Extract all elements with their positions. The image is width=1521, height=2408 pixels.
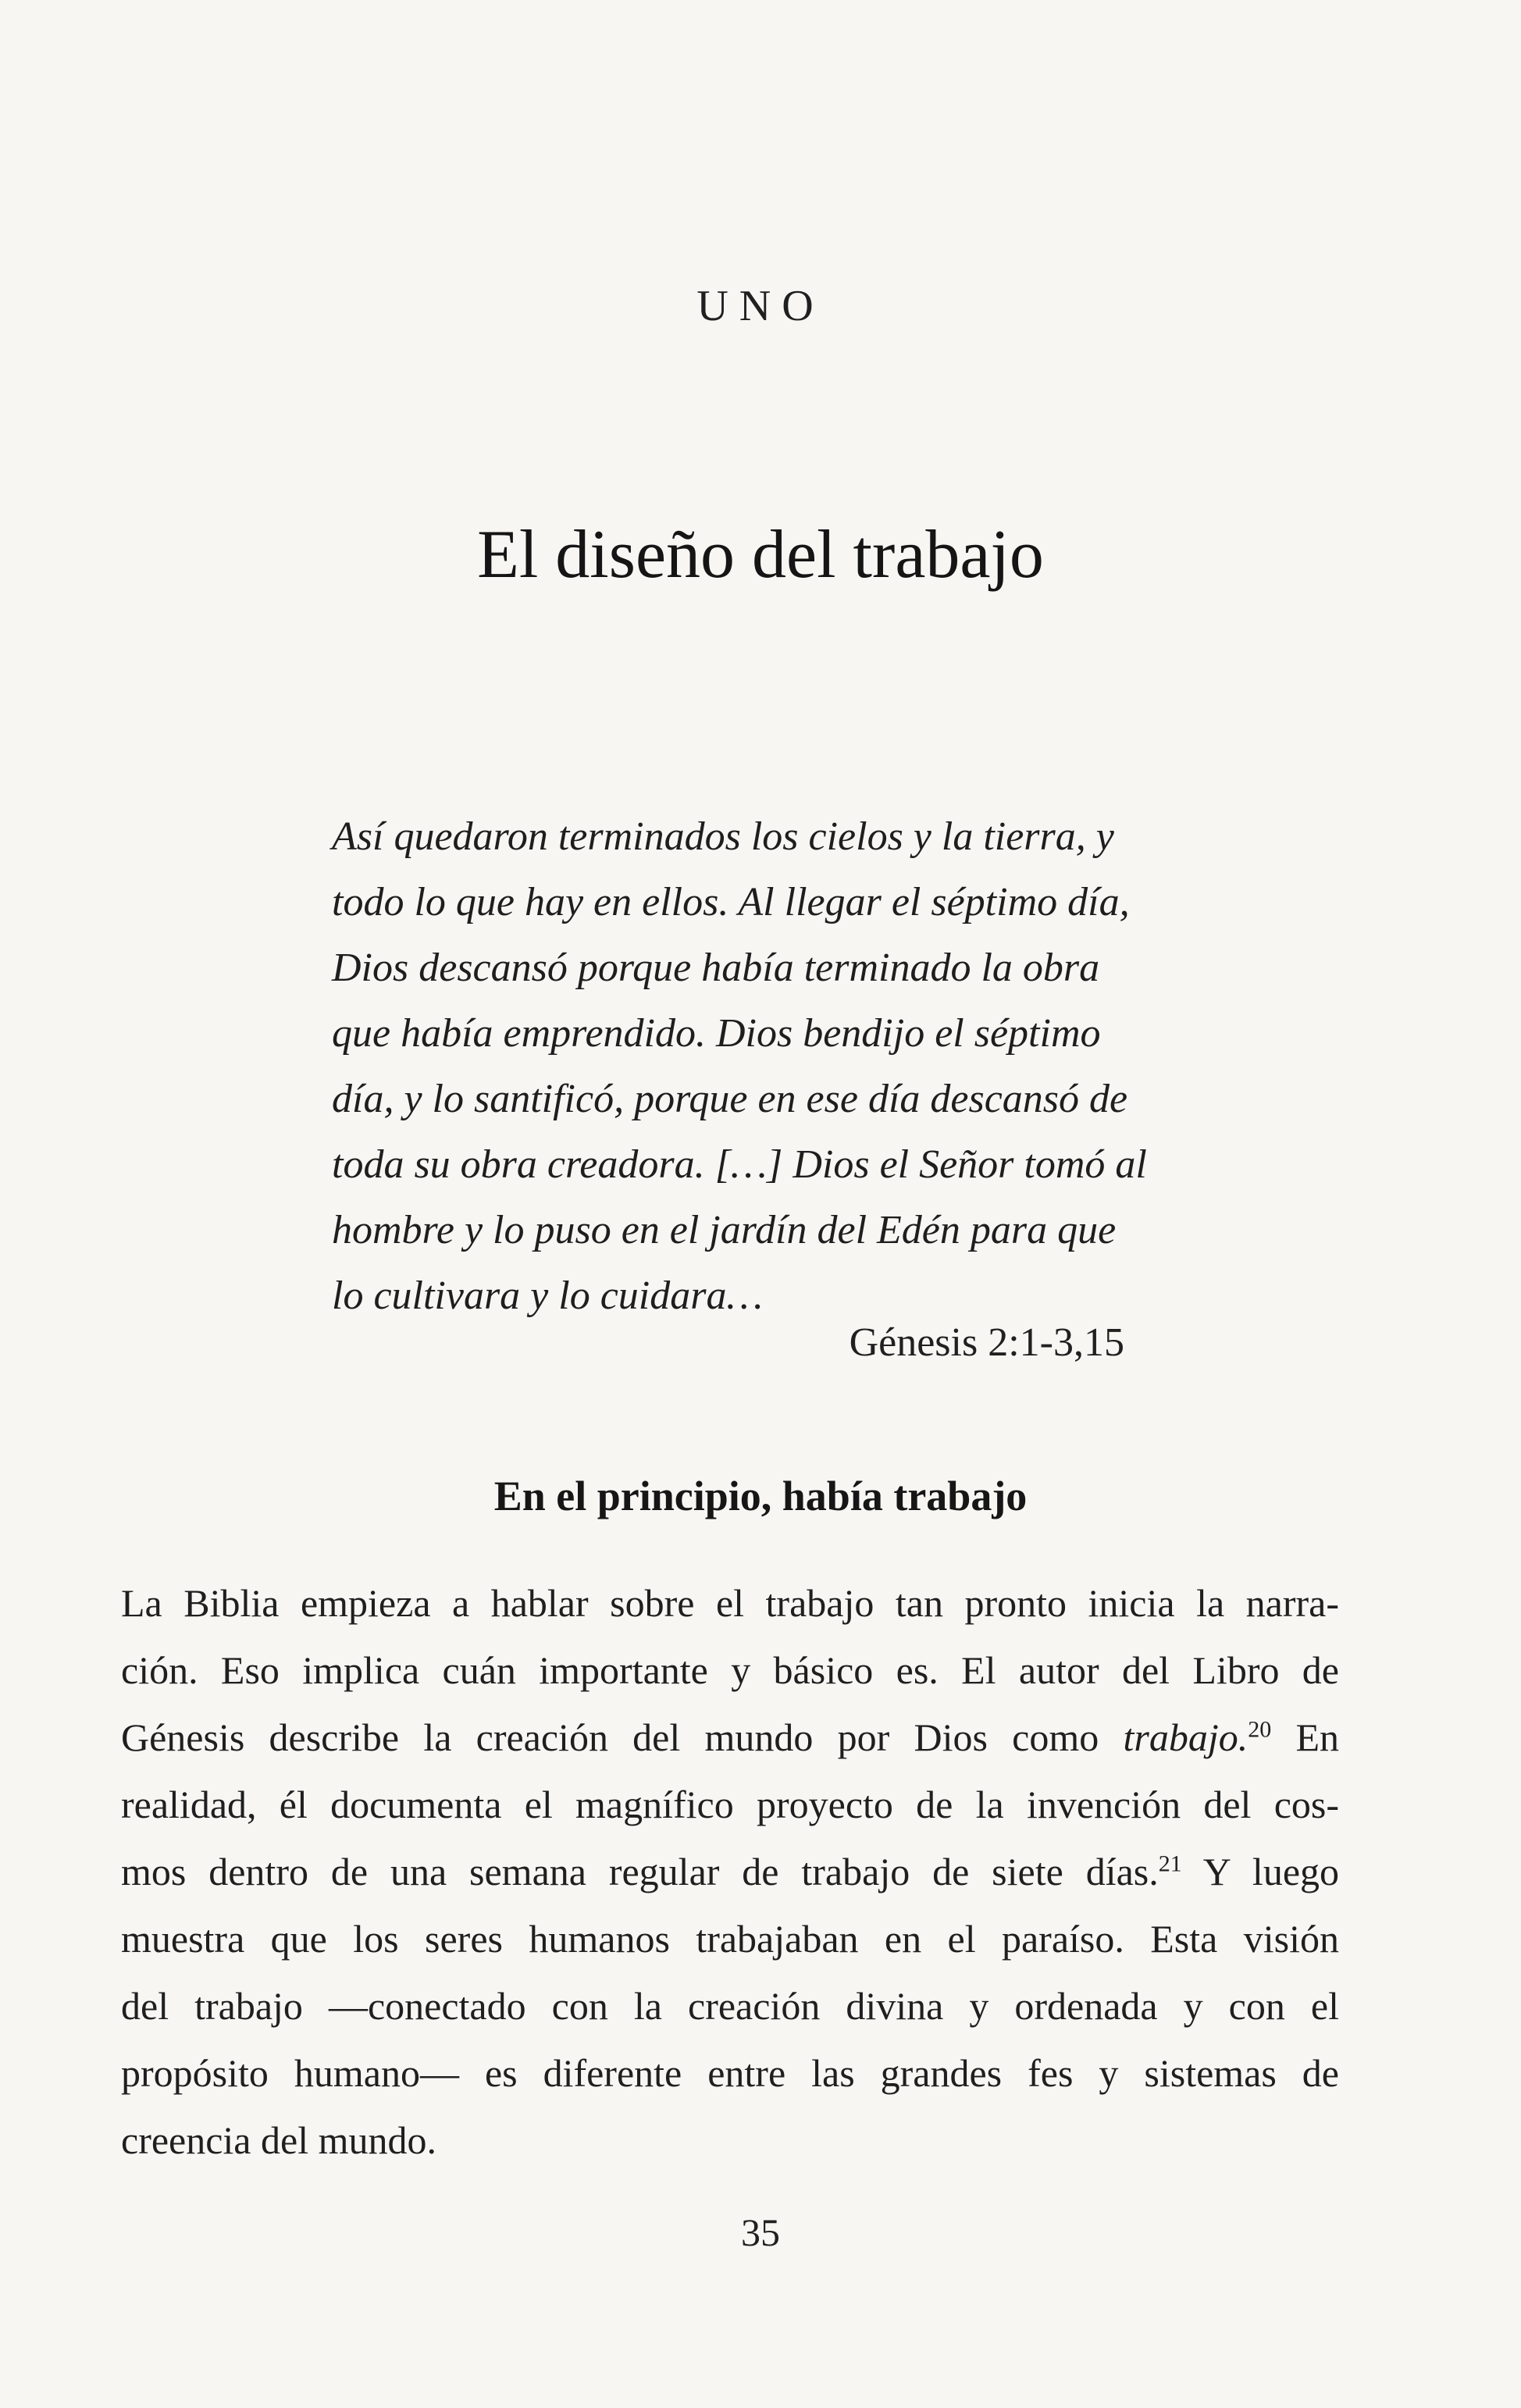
body-line: muestra que los seres humanos trabajaban en el paraíso. Esta visión — [121, 1917, 1339, 1961]
epigraph-line: toda su obra creadora. […] Dios el Señor tomó al — [332, 1142, 1147, 1187]
body-line: realidad, él documenta el magnífico proyecto de la invención del cos- — [121, 1783, 1339, 1826]
footnote-ref-21[interactable]: 21 — [1158, 1851, 1182, 1877]
body-text-span: En — [1271, 1715, 1339, 1759]
body-line: del trabajo —conectado con la creación divina y ordenada y con el — [121, 1984, 1339, 2028]
body-text-span: Génesis describe la creación del mundo por Dios como — [121, 1715, 1124, 1759]
chapter-label: UNO — [696, 282, 825, 330]
epigraph-citation: Génesis 2:1-3,15 — [849, 1320, 1124, 1365]
epigraph-line: Dios descansó porque había terminado la obra — [332, 946, 1100, 990]
footnote-ref-20[interactable]: 20 — [1248, 1716, 1272, 1743]
epigraph-line: día, y lo santificó, porque en ese día descansó de — [332, 1077, 1128, 1121]
emphasis-word: trabajo. — [1123, 1715, 1249, 1759]
body-text-span: mos dentro de una semana regular de trabajo de siete días. — [121, 1850, 1159, 1893]
body-line: La Biblia empieza a hablar sobre el trabajo tan pronto inicia la narra- — [121, 1581, 1339, 1625]
body-text-span: Y luego — [1181, 1850, 1340, 1893]
page-number: 35 — [741, 2210, 780, 2254]
epigraph-line: todo lo que hay en ellos. Al llegar el séptimo día, — [332, 880, 1130, 924]
body-paragraph — [121, 1569, 1339, 2174]
body-line — [121, 1838, 1339, 1905]
body-line: ción. Eso implica cuán importante y básico es. El autor del Libro de — [121, 1648, 1339, 1692]
body-line: creencia del mundo. — [121, 2118, 436, 2162]
body-line — [121, 1704, 1339, 1771]
epigraph-line: lo cultivara y lo cuidara… — [332, 1273, 763, 1318]
epigraph-line: Así quedaron terminados los cielos y la tierra, y — [332, 814, 1114, 859]
chapter-title: El diseño del trabajo — [477, 517, 1044, 593]
epigraph-line: hombre y lo puso en el jardín del Edén para que — [332, 1208, 1117, 1252]
epigraph-quote — [332, 804, 1147, 1329]
section-heading: En el principio, había trabajo — [493, 1473, 1028, 1519]
epigraph-line: que había emprendido. Dios bendijo el séptimo — [332, 1011, 1101, 1056]
body-line: propósito humano— es diferente entre las grandes fes y sistemas de — [121, 2051, 1339, 2095]
